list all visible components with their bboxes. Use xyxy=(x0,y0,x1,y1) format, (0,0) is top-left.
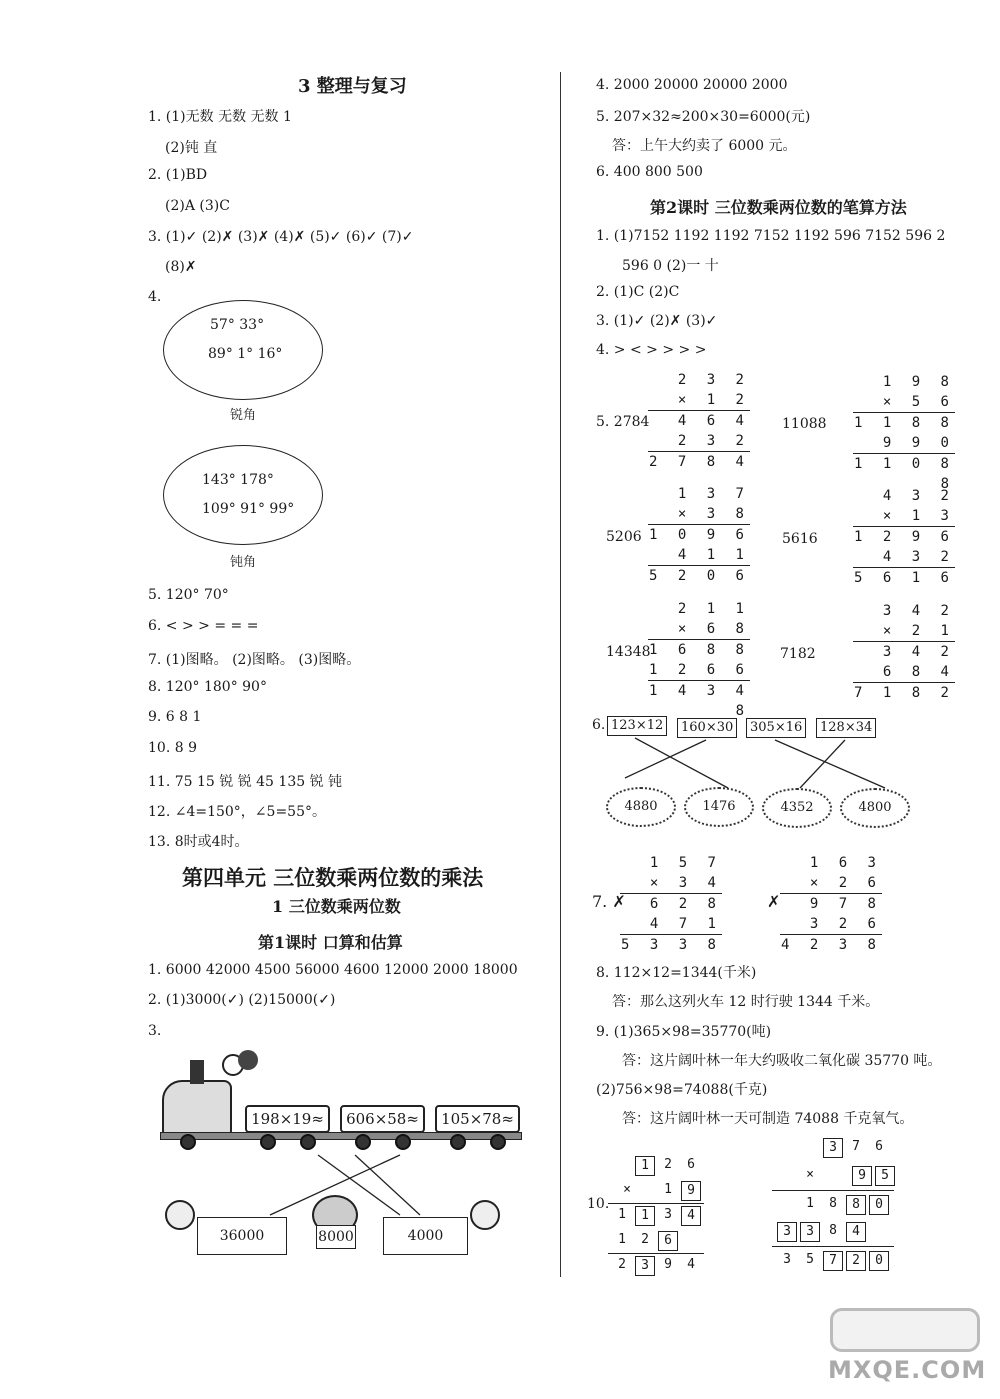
lesson-heading: 第1课时 口算和估算 xyxy=(258,933,403,952)
answer-bubble: 4800 xyxy=(840,788,910,828)
ellipse-label: 钝角 xyxy=(230,555,257,570)
calc-row: 3 2 6 xyxy=(809,916,882,932)
calc-row: × 2 1 xyxy=(882,623,955,639)
digit-box: 8 xyxy=(846,1195,866,1215)
digit-cell: 1 xyxy=(618,1207,626,1222)
answer-line: 9. 6 8 1 xyxy=(148,709,202,725)
vertical-calc xyxy=(772,853,882,955)
digit-cell: 9 xyxy=(664,1257,672,1272)
answer-line: 3. (1)✓ (2)✗ (3)✓ xyxy=(596,313,718,329)
digit-cell: × xyxy=(806,1167,814,1182)
train-car: 105×78≈ xyxy=(435,1105,520,1133)
answer-line: 2. (1)C (2)C xyxy=(596,284,680,300)
calc-row: 3 4 2 xyxy=(882,644,955,660)
calc-row: 1 4 3 4 8 xyxy=(648,683,750,719)
expression-box: 123×12 xyxy=(607,716,667,736)
calc-row: × 3 4 xyxy=(649,875,722,891)
calc-row: 1 2 6 6 xyxy=(648,662,750,678)
digit-box: 4 xyxy=(846,1222,866,1242)
answer-line: 答：这片阔叶林一年大约吸收二氧化碳 35770 吨。 xyxy=(622,1053,942,1069)
expression-box: 128×34 xyxy=(816,718,876,738)
calc-line xyxy=(608,1203,704,1204)
calc-row: 1 6 8 8 xyxy=(648,642,750,658)
calc-line xyxy=(772,1190,894,1191)
answer-bubble: 1476 xyxy=(684,787,754,827)
answer-line: 8. 120° 180° 90° xyxy=(148,679,267,695)
answer-line: 3. (1)✓ (2)✗ (3)✗ (4)✗ (5)✓ (6)✓ (7)✓ xyxy=(148,229,414,245)
calc-row: 6 8 4 xyxy=(882,664,955,680)
calc-row: 3 4 2 xyxy=(882,603,955,619)
calc-result: 7182 xyxy=(780,646,816,662)
cross-mark: ✗ xyxy=(767,892,781,911)
calc-row: 4 3 2 xyxy=(882,488,955,504)
answer-bubble: 4352 xyxy=(762,788,832,828)
calc-row: 1 1 8 8 xyxy=(853,415,955,431)
answer-line: 5. 207×32≈200×30=6000(元) xyxy=(596,109,811,125)
answer-line: 3. xyxy=(148,1023,162,1039)
calc-row: 6 2 8 xyxy=(649,896,722,912)
ellipse-text: 57° 33° xyxy=(210,317,265,333)
calc-row: 4 3 2 xyxy=(882,549,955,565)
digit-cell xyxy=(612,1156,632,1176)
answer-line: 10. 8 9 xyxy=(148,740,197,756)
calc-row: × 3 8 xyxy=(677,506,750,522)
answer-line: 7. (1)图略。 (2)图略。 (3)图略。 xyxy=(148,652,361,668)
train-car: 198×19≈ xyxy=(245,1105,330,1133)
calc-row: 4 2 3 8 xyxy=(780,937,882,953)
watermark-logo xyxy=(820,1300,990,1390)
digit-cell: 3 xyxy=(783,1252,791,1267)
digit-cell: 1 xyxy=(664,1182,672,1197)
answer-line: 1. 6000 42000 4500 56000 4600 12000 2000 18000 xyxy=(148,962,518,978)
digit-box: 1 xyxy=(635,1206,655,1226)
calc-row: × 5 6 xyxy=(882,394,955,410)
calc-line xyxy=(772,1246,894,1247)
calc-row: 5 6 1 6 xyxy=(853,570,955,586)
answer-line: 4. 2000 20000 20000 2000 xyxy=(596,77,788,93)
digit-cell: 6 xyxy=(687,1157,695,1172)
calc-row: 4 1 1 xyxy=(677,547,750,563)
digit-box: 9 xyxy=(681,1181,701,1201)
calc-row: 2 3 2 xyxy=(677,433,750,449)
calc-row: 1 1 0 8 8 xyxy=(853,456,955,492)
answer-card: 8000 xyxy=(316,1225,356,1249)
calc-row: × 2 6 xyxy=(809,875,882,891)
answer-card: 36000 xyxy=(197,1217,287,1255)
digit-cell: 8 xyxy=(829,1196,837,1211)
calc-row: 2 1 1 xyxy=(677,601,750,617)
ellipse-text: 109° 91° 99° xyxy=(202,501,295,517)
calc-row: × 1 2 xyxy=(677,392,750,408)
digit-cell: 3 xyxy=(664,1207,672,1222)
calc-row: 1 5 7 xyxy=(649,855,722,871)
answer-line: 1. (1)无数 无数 无数 1 xyxy=(148,109,292,125)
calc-row: 4 7 1 xyxy=(649,916,722,932)
digit-box: 5 xyxy=(875,1166,895,1186)
calc-result: 5616 xyxy=(782,531,818,547)
digit-box: 0 xyxy=(869,1251,889,1271)
answer-line: 13. 8时或4时。 xyxy=(148,834,249,850)
calc-result: 5206 xyxy=(606,529,642,545)
calc-line xyxy=(608,1253,704,1254)
digit-cell: × xyxy=(623,1182,631,1197)
answer-line: 6. 400 800 500 xyxy=(596,164,703,180)
digit-cell: 7 xyxy=(852,1139,860,1154)
answer-line: 11. 75 15 锐 锐 45 135 锐 钝 xyxy=(148,774,343,790)
calc-row: 1 2 9 6 xyxy=(853,529,955,545)
calc-row: 5 2 0 6 xyxy=(648,568,750,584)
answer-line: 1. (1)7152 1192 1192 7152 1192 596 7152 596 2 xyxy=(596,228,946,244)
answer-line: 5. 2784 xyxy=(596,414,650,430)
answer-line: 5. 120° 70° xyxy=(148,587,229,603)
calc-row: 1 9 8 xyxy=(882,374,955,390)
digit-box: 6 xyxy=(658,1231,678,1251)
answer-line: 6. xyxy=(592,717,606,733)
answer-line: (2)钝 直 xyxy=(165,140,218,156)
train-car: 606×58≈ xyxy=(340,1105,425,1133)
answer-line: 答：那么这列火车 12 时行驶 1344 千米。 xyxy=(612,994,880,1010)
answer-line: (8)✗ xyxy=(165,259,197,275)
unit-title: 第四单元 三位数乘两位数的乘法 xyxy=(182,865,484,890)
answer-bubble: 4880 xyxy=(606,787,676,827)
calc-row: 1 6 3 xyxy=(809,855,882,871)
answer-line: 4. xyxy=(148,289,162,305)
calc-result: 11088 xyxy=(782,416,827,432)
expression-box: 160×30 xyxy=(677,718,737,738)
answer-line: 7. ✗ xyxy=(592,892,626,911)
section-title: 3 整理与复习 xyxy=(298,76,407,97)
calc-row: 1 0 9 6 xyxy=(648,527,750,543)
digit-cell: 2 xyxy=(641,1232,649,1247)
calc-row: × 1 3 xyxy=(882,508,955,524)
calc-row: 5 3 3 8 xyxy=(620,937,722,953)
digit-box: 3 xyxy=(800,1222,820,1242)
answer-line: 2. (1)BD xyxy=(148,167,208,183)
lesson-heading: 第2课时 三位数乘两位数的笔算方法 xyxy=(650,198,907,217)
digit-box: 3 xyxy=(823,1138,843,1158)
ellipse-label: 锐角 xyxy=(230,408,257,423)
digit-box: 7 xyxy=(823,1251,843,1271)
calc-row: 2 7 8 4 xyxy=(648,454,750,470)
answer-line: 8. 112×12=1344(千米) xyxy=(596,965,757,981)
digit-cell: 8 xyxy=(829,1223,837,1238)
calc-row: 9 9 0 xyxy=(882,435,955,451)
answer-line: 6. < > > = = = xyxy=(148,618,259,634)
ellipse-text: 143° 178° xyxy=(202,472,274,488)
calc-row: 7 1 8 2 xyxy=(853,685,955,701)
answer-line: 596 0 (2)一 十 xyxy=(622,258,719,274)
answer-line: 12. ∠4=150°，∠5=55°。 xyxy=(148,804,326,820)
digit-cell: 1 xyxy=(806,1196,814,1211)
digit-cell: 2 xyxy=(664,1157,672,1172)
answer-line: 答：上午大约卖了 6000 元。 xyxy=(612,138,797,154)
digit-box: 3 xyxy=(777,1222,797,1242)
digit-box: 0 xyxy=(869,1195,889,1215)
answer-line: 2. (1)3000(✓) (2)15000(✓) xyxy=(148,992,336,1008)
answer-line: 答：这片阔叶林一天可制造 74088 千克氧气。 xyxy=(622,1111,914,1127)
answer-line: 10. xyxy=(587,1196,610,1212)
answer-line: (2)A (3)C xyxy=(165,198,230,214)
calc-result: 14348 xyxy=(606,644,651,660)
digit-box: 3 xyxy=(635,1256,655,1276)
digit-box: 2 xyxy=(846,1251,866,1271)
answer-card: 4000 xyxy=(383,1217,468,1255)
digit-cell: 6 xyxy=(875,1139,883,1154)
calc-row: 2 3 2 xyxy=(677,372,750,388)
digit-cell: 4 xyxy=(687,1257,695,1272)
calc-row: 1 3 7 xyxy=(677,486,750,502)
calc-row: 4 6 4 xyxy=(677,413,750,429)
vertical-calc xyxy=(612,853,722,955)
digit-box: 9 xyxy=(852,1166,872,1186)
digit-box: 4 xyxy=(681,1206,701,1226)
expression-box: 305×16 xyxy=(746,718,806,738)
digit-cell xyxy=(635,1181,655,1201)
calc-row: 9 7 8 xyxy=(809,896,882,912)
answer-line: 4. > < > > > > xyxy=(596,342,707,358)
digit-box: 1 xyxy=(635,1156,655,1176)
digit-cell: 5 xyxy=(806,1252,814,1267)
watermark-text: MXQE.COM xyxy=(828,1356,987,1384)
answer-line: 9. (1)365×98=35770(吨) xyxy=(596,1024,772,1040)
calc-row: × 6 8 xyxy=(677,621,750,637)
ellipse-text: 89° 1° 16° xyxy=(208,346,283,362)
digit-cell: 1 xyxy=(618,1232,626,1247)
section-heading: 1 三位数乘两位数 xyxy=(272,897,401,916)
answer-line: (2)756×98=74088(千克) xyxy=(596,1082,768,1098)
digit-cell: 2 xyxy=(618,1257,626,1272)
